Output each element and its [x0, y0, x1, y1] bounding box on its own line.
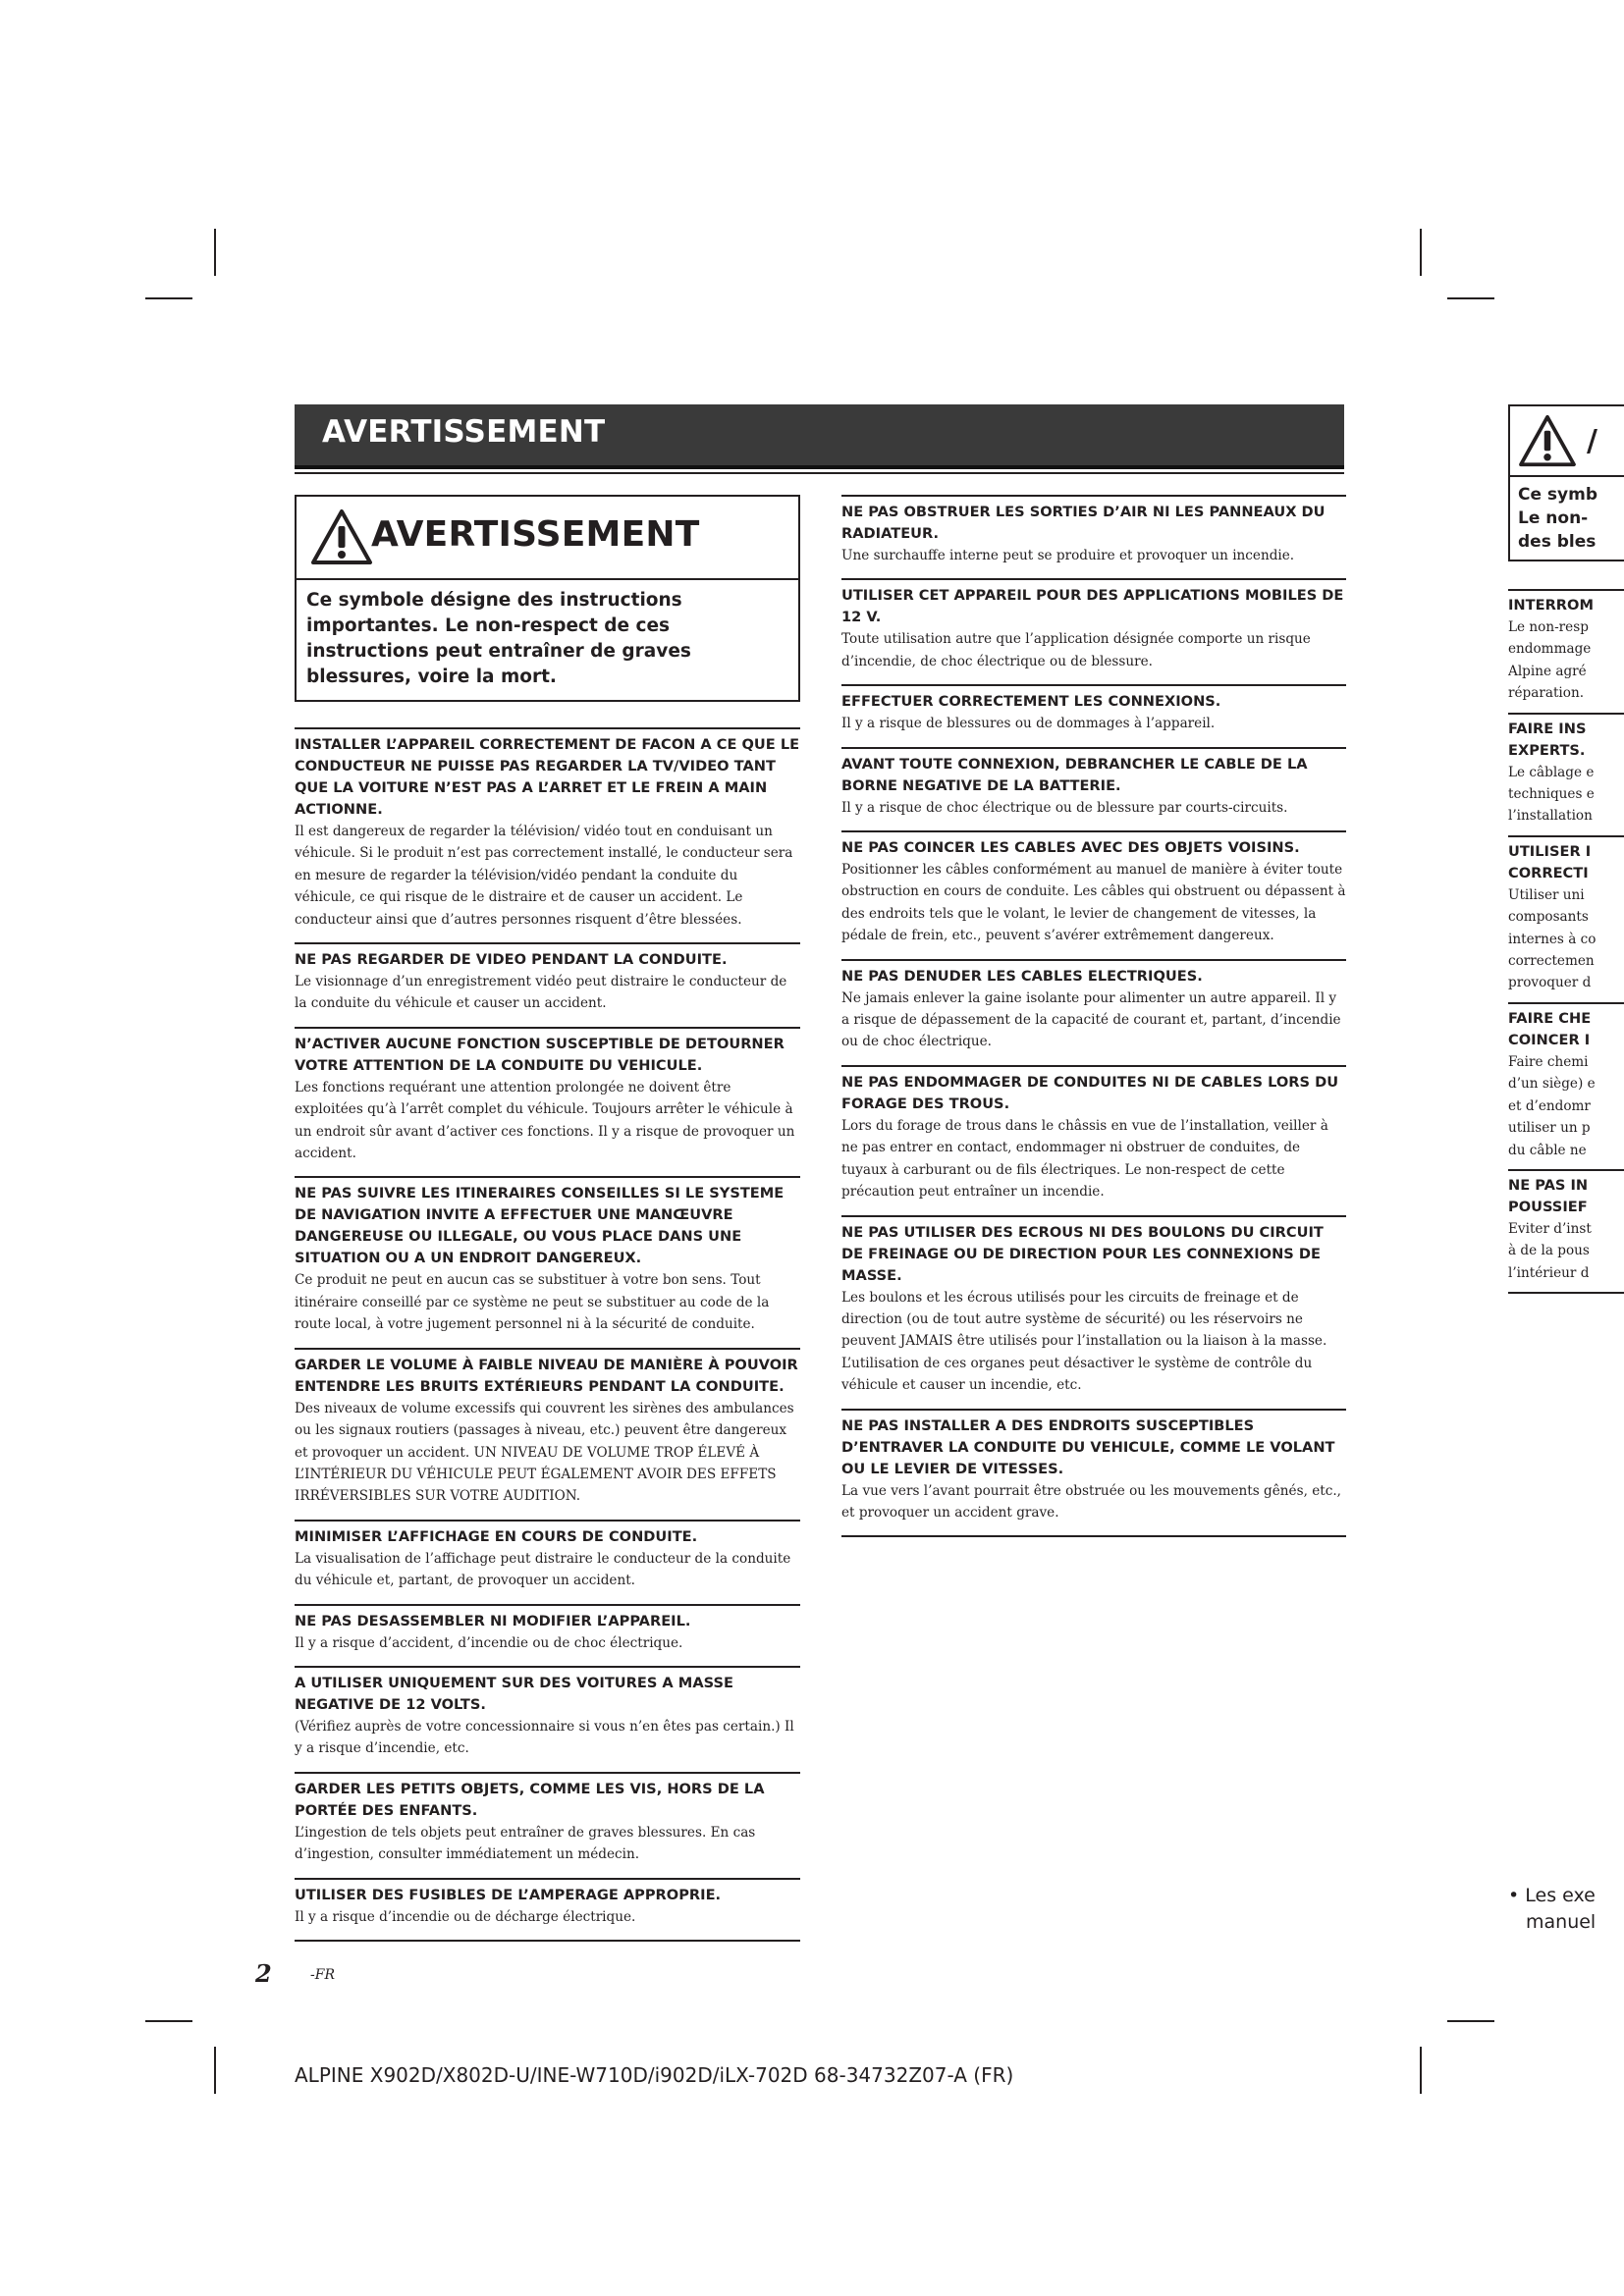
neighbor-section-body: Le non-resp [1508, 619, 1589, 635]
neighbor-section-body: d’un siège) e [1508, 1076, 1596, 1093]
section-title: NE PAS UTILISER DES ECROUS NI DES BOULONS DU CIRCUIT DE FREINAGE OU DE DIRECTION POUR LES CONNEXIONS DE MASSE. [841, 1223, 1324, 1284]
warning-section [295, 1772, 800, 1878]
section-title: NE PAS INSTALLER A DES ENDROITS SUSCEPTIBLES D’ENTRAVER LA CONDUITE DU VEHICULE, COMME LE VOLANT OU LE LEVIER DE VITESSES. [841, 1416, 1335, 1477]
neighbor-section-title: FAIRE CHE [1508, 1009, 1592, 1027]
neighbor-section-body: du câble ne [1508, 1142, 1587, 1158]
section-body: La visualisation de l’affichage peut distraire le conducteur de la conduite du véhicule et, partant, de provoquer un accident. [295, 1550, 791, 1589]
crop-mark [145, 297, 192, 299]
neighbor-bullet-line: manuel [1526, 1911, 1597, 1933]
neighbor-section-body: composants [1508, 909, 1589, 926]
neighbor-section-body: l’intérieur d [1508, 1264, 1590, 1281]
neighbor-page-fragment [1508, 404, 1624, 1955]
section-body: Une surchauffe interne peut se produire et provoquer un incendie. [841, 548, 1295, 563]
section-body: Ce produit ne peut en aucun cas se substituer à votre bon sens. Tout itinéraire conseillé par ce système ne peut se substituer au code de la route local, à votre jugement personnel ni à la sécurité de conduite. [295, 1272, 770, 1333]
crop-mark [1420, 229, 1422, 276]
neighbor-section-body: Alpine agré [1508, 663, 1587, 679]
left-column [295, 495, 800, 1942]
neighbor-section [1508, 1002, 1624, 1169]
section-body: L’ingestion de tels objets peut entraîner de graves blessures. En cas d’ingestion, consulter immédiatement un médecin. [295, 1824, 756, 1863]
section-title: NE PAS REGARDER DE VIDEO PENDANT LA CONDUITE. [295, 951, 728, 969]
neighbor-section [1508, 835, 1624, 1002]
neighbor-section-title: UTILISER I [1508, 842, 1592, 860]
section-body: Il y a risque de blessures ou de dommages à l’appareil. [841, 716, 1216, 732]
section-body: Le visionnage d’un enregistrement vidéo peut distraire le conducteur de la conduite du véhicule et causer un accident. [295, 974, 787, 1012]
neighbor-section-title: COINCER I [1508, 1031, 1591, 1048]
page-language-suffix: -FR [310, 1967, 335, 1983]
header-band [295, 404, 1344, 469]
neighbor-section-body: techniques e [1508, 786, 1595, 803]
neighbor-warning-text [1510, 477, 1624, 560]
neighbor-section-body: internes à co [1508, 931, 1597, 947]
warning-section [295, 942, 800, 1027]
warning-box-header [297, 497, 798, 580]
neighbor-section-list [1508, 589, 1624, 1294]
section-body: Ne jamais enlever la gaine isolante pour alimenter un autre appareil. Il y a risque de dépassement de la capacité de courant et, partant, d’incendie ou de choc électrique. [841, 989, 1341, 1050]
warning-section [295, 1027, 800, 1177]
section-title: INSTALLER L’APPAREIL CORRECTEMENT DE FACON A CE QUE LE CONDUCTEUR NE PUISSE PAS REGARDER LA TV/VIDEO TANT QUE LA VOITURE N’EST PAS A L’ARRET ET LE FREIN A MAIN ACTIONNE. [295, 736, 800, 818]
section-body: Toute utilisation autre que l’application désignée comporte un risque d’incendie, de choc électrique ou de blessure. [841, 631, 1311, 669]
header-rule [295, 472, 1344, 474]
section-body: Il y a risque de choc électrique ou de blessure par courts-circuits. [841, 799, 1288, 816]
neighbor-warning-title: / [1587, 424, 1597, 458]
neighbor-bullet-note [1508, 1883, 1624, 1936]
section-body: Les boulons et les écrous utilisés pour les circuits de freinage et de direction (ou de tout autre système de sécurité) ou les réservoirs ne peuvent JAMAIS être utilisés pour l’installation ou la liaison à la masse. L’utilisation de ces organes peut désactiver le système de contrôle du véhicule et causer un incendie, etc. [841, 1289, 1327, 1394]
neighbor-section-title: INTERROM [1508, 597, 1594, 614]
neighbor-section-body: Utiliser uni [1508, 886, 1585, 903]
section-body: Il y a risque d’accident, d’incendie ou de choc électrique. [295, 1634, 683, 1651]
warning-section [841, 1065, 1346, 1215]
neighbor-section [1508, 1169, 1624, 1294]
section-body: Il y a risque d’incendie ou de décharge électrique. [295, 1908, 636, 1925]
section-title: AVANT TOUTE CONNEXION, DEBRANCHER LE CABLE DE LA BORNE NEGATIVE DE LA BATTERIE. [841, 755, 1308, 794]
right-column [841, 495, 1346, 1537]
section-title: EFFECTUER CORRECTEMENT LES CONNEXIONS. [841, 693, 1221, 711]
warning-section [841, 1215, 1346, 1409]
section-title: NE PAS OBSTRUER LES SORTIES D’AIR NI LES PANNEAUX DU RADIATEUR. [841, 504, 1326, 542]
section-body: Les fonctions requérant une attention prolongée ne doivent être exploitées qu’à l’arrêt complet du véhicule. Toujours arrêter le véhicule à un endroit sûr avant d’activer ces fonctions. Il y a risque de provoquer un accident. [295, 1079, 795, 1162]
neighbor-section-body: endommage [1508, 641, 1592, 658]
warning-section [295, 1176, 800, 1347]
warning-section [295, 727, 800, 942]
crop-mark [1447, 2020, 1494, 2022]
neighbor-warning-line: des bles [1518, 532, 1597, 552]
warning-section [841, 747, 1346, 830]
neighbor-section-title: EXPERTS. [1508, 741, 1586, 759]
warning-section [295, 1666, 800, 1772]
neighbor-section-title: NE PAS IN [1508, 1176, 1589, 1194]
neighbor-section-body: Faire chemi [1508, 1053, 1589, 1070]
neighbor-warning-box [1508, 404, 1624, 561]
crop-mark [145, 2020, 192, 2022]
section-title: NE PAS SUIVRE LES ITINERAIRES CONSEILLES SI LE SYSTEME DE NAVIGATION INVITE A EFFECTUER UNE MANŒUVRE DANGEREUSE OU ILLEGALE, OU VOUS PLACE DANS UNE SITUATION OU A UN ENDROIT DANGEREUX. [295, 1185, 785, 1267]
right-section-list [841, 495, 1346, 1537]
crop-mark [214, 229, 216, 276]
neighbor-section-title: CORRECTI [1508, 864, 1589, 881]
warning-section [295, 1878, 800, 1942]
section-title: UTILISER DES FUSIBLES DE L’AMPERAGE APPROPRIE. [295, 1886, 722, 1903]
neighbor-warning-line: Ce symb [1518, 485, 1598, 505]
warning-section [841, 959, 1346, 1065]
section-title: NE PAS DENUDER LES CABLES ELECTRIQUES. [841, 967, 1203, 985]
warning-section [295, 1348, 800, 1520]
warning-section [841, 578, 1346, 684]
neighbor-section [1508, 589, 1624, 713]
warning-section [841, 495, 1346, 578]
section-body: La vue vers l’avant pourrait être obstruée ou les mouvements gênés, etc., et provoquer un accident grave. [841, 1482, 1341, 1521]
section-body: (Vérifiez auprès de votre concessionnaire si vous n’en êtes pas certain.) Il y a risque d’incendie, etc. [295, 1718, 794, 1757]
neighbor-section-body: Le câblage e [1508, 764, 1595, 780]
crop-mark [1447, 297, 1494, 299]
section-title: GARDER LES PETITS OBJETS, COMME LES VIS, HORS DE LA PORTÉE DES ENFANTS. [295, 1780, 765, 1819]
neighbor-section-title: FAIRE INS [1508, 720, 1587, 737]
warning-section [295, 1520, 800, 1604]
neighbor-bullet-line: • Les exe [1508, 1885, 1596, 1906]
header-title: AVERTISSEMENT [322, 414, 606, 450]
section-title: NE PAS ENDOMMAGER DE CONDUITES NI DE CABLES LORS DU FORAGE DES TROUS. [841, 1073, 1339, 1112]
section-title: N’ACTIVER AUCUNE FONCTION SUSCEPTIBLE DE DETOURNER VOTRE ATTENTION DE LA CONDUITE DU VEHICULE. [295, 1035, 785, 1074]
neighbor-section-body: provoquer d [1508, 975, 1592, 991]
warning-box [295, 495, 800, 702]
neighbor-section-body: réparation. [1508, 685, 1585, 702]
crop-mark [1420, 2047, 1422, 2094]
crop-mark [214, 2047, 216, 2094]
print-footer: ALPINE X902D/X802D-U/INE-W710D/i902D/iLX-702D 68-34732Z07-A (FR) [295, 2063, 1014, 2087]
section-title: GARDER LE VOLUME À FAIBLE NIVEAU DE MANIÈRE À POUVOIR ENTENDRE LES BRUITS EXTÉRIEURS PENDANT LA CONDUITE. [295, 1356, 798, 1395]
warning-triangle-icon [1518, 414, 1577, 467]
neighbor-section-body: utiliser un p [1508, 1120, 1591, 1137]
warning-section [841, 684, 1346, 746]
section-body: Il est dangereux de regarder la télévision/ vidéo tout en conduisant un véhicule. Si le produit n’est pas correctement installé, le conducteur sera en mesure de regarder la télévision/vidéo pendant la conduite du véhicule, ce qui risque de le distraire et de causer un accident. Le conducteur ainsi que d’autres personnes risquent d’être blessées. [295, 824, 793, 928]
warning-section [295, 1604, 800, 1666]
section-title: UTILISER CET APPAREIL POUR DES APPLICATIONS MOBILES DE 12 V. [841, 587, 1344, 626]
warning-section [841, 830, 1346, 959]
neighbor-section-title: POUSSIEF [1508, 1198, 1588, 1215]
neighbor-section-body: à de la pous [1508, 1243, 1590, 1259]
warning-triangle-icon [310, 508, 373, 565]
neighbor-section-body: Eviter d’inst [1508, 1220, 1592, 1237]
neighbor-section [1508, 713, 1624, 835]
section-body: Des niveaux de volume excessifs qui couvrent les sirènes des ambulances ou les signaux routiers (passages à niveau, etc.) peuvent être dangereux et provoquer un accident. UN NIVEAU DE VOLUME TROP ÉLEVÉ À L’INTÉRIEUR DU VÉHICULE PEUT ÉGALEMENT AVOIR DES EFFETS IRRÉVERSIBLES SUR VOTRE AUDITION. [295, 1400, 794, 1505]
section-body: Lors du forage de trous dans le châssis en vue de l’installation, veiller à ne pas entrer en contact, endommager ni obstruer de conduites, de tuyaux à carburant ou de fils électriques. Le non-respect de cette précaution peut entraîner un incendie. [841, 1117, 1328, 1201]
section-title: MINIMISER L’AFFICHAGE EN COURS DE CONDUITE. [295, 1527, 698, 1545]
neighbor-section-body: correctemen [1508, 953, 1595, 970]
warning-box-text: Ce symbole désigne des instructions importantes. Le non-respect de ces instructions peut entraîner de graves blessures, voire la mort. [306, 590, 691, 687]
neighbor-section-body: et d’endomr [1508, 1097, 1591, 1114]
page-number: 2 [255, 1959, 272, 1988]
section-title: NE PAS DESASSEMBLER NI MODIFIER L’APPAREIL. [295, 1612, 691, 1629]
warning-box-title: AVERTISSEMENT [371, 514, 700, 555]
neighbor-warning-header [1510, 406, 1624, 477]
section-title: NE PAS COINCER LES CABLES AVEC DES OBJETS VOISINS. [841, 839, 1300, 857]
neighbor-section-body: l’installation [1508, 808, 1593, 825]
warning-section [841, 1409, 1346, 1538]
section-title: A UTILISER UNIQUEMENT SUR DES VOITURES A MASSE NEGATIVE DE 12 VOLTS. [295, 1674, 733, 1713]
neighbor-warning-line: Le non- [1518, 508, 1589, 528]
section-body: Positionner les câbles conformément au manuel de manière à éviter toute obstruction en cours de conduite. Les câbles qui obstruent ou dépassent à des endroits tels que le volant, le levier de changement de vitesses, la pédale de frein, etc., peuvent s’avérer extrêmement dangereux. [841, 862, 1346, 944]
left-section-list [295, 727, 800, 1942]
